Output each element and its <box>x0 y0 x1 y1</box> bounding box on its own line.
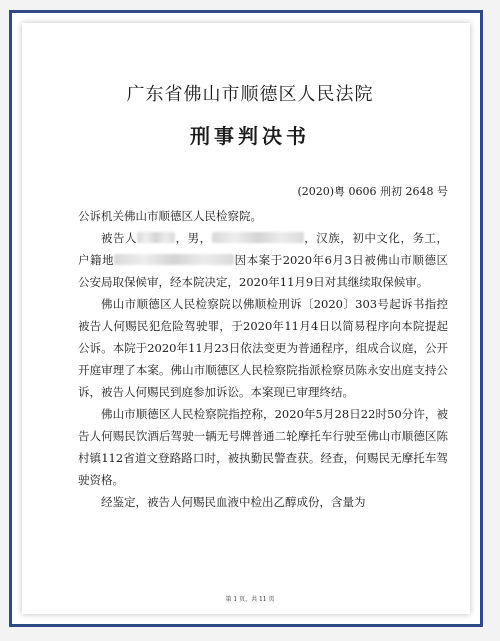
defendant-occupation: 务工，户籍地 <box>78 231 449 267</box>
procedure-paragraph: 佛山市顺德区人民检察院以佛顺检刑诉〔2020〕303号起诉书指控被告人何赐民犯危险驾驶罪，于2020年11月4日以简易程序向本院提起公诉。本院于2020年11月23日依法变更为普通程序，组成合议庭，公开开庭审理了本案。佛山市顺德区人民检察院指派检察员陈永安出庭支持公诉，被告人何赐民到庭参加诉讼。本案现已审理终结。 <box>78 297 448 399</box>
defendant-custody: 因本案于2020年6月3日被佛山市顺德区公安局取保候审，经本院决定，2020年11月9日对其继续取保候审。 <box>78 253 448 289</box>
document-body <box>78 205 448 513</box>
defendant-label: 被告人 <box>101 231 138 245</box>
court-name: 广东省佛山市顺德区人民法院 <box>126 84 374 105</box>
prosecutor-paragraph: 公诉机关佛山市顺德区人民检察院。 <box>78 209 262 223</box>
defendant-ethnicity: ，汉族，初中文化， <box>303 231 413 245</box>
page-footer: 第 1 页，共 11 页 <box>225 596 275 603</box>
redacted-name <box>137 232 175 243</box>
appraisal-paragraph: 经鉴定，被告人何赐民血液中检出乙醇成份，含量为 <box>101 495 366 509</box>
redacted-birth-info <box>212 232 304 243</box>
redacted-address <box>114 254 234 265</box>
charge-paragraph: 佛山市顺德区人民检察院指控称，2020年5月28日22时50分许，被告人何赐民饮酒后驾驶一辆无号牌普通二轮摩托车行驶至佛山市顺德区陈村镇112省道文登路路口时，被执勤民警查获。经查，何赐民无摩托车驾驶资格。 <box>78 407 448 487</box>
defendant-paragraph <box>78 227 448 293</box>
case-number: (2020)粤 0606 刑初 2648 号 <box>297 185 448 198</box>
document-title: 刑事判决书 <box>190 124 310 148</box>
defendant-gender: ，男， <box>175 231 212 245</box>
